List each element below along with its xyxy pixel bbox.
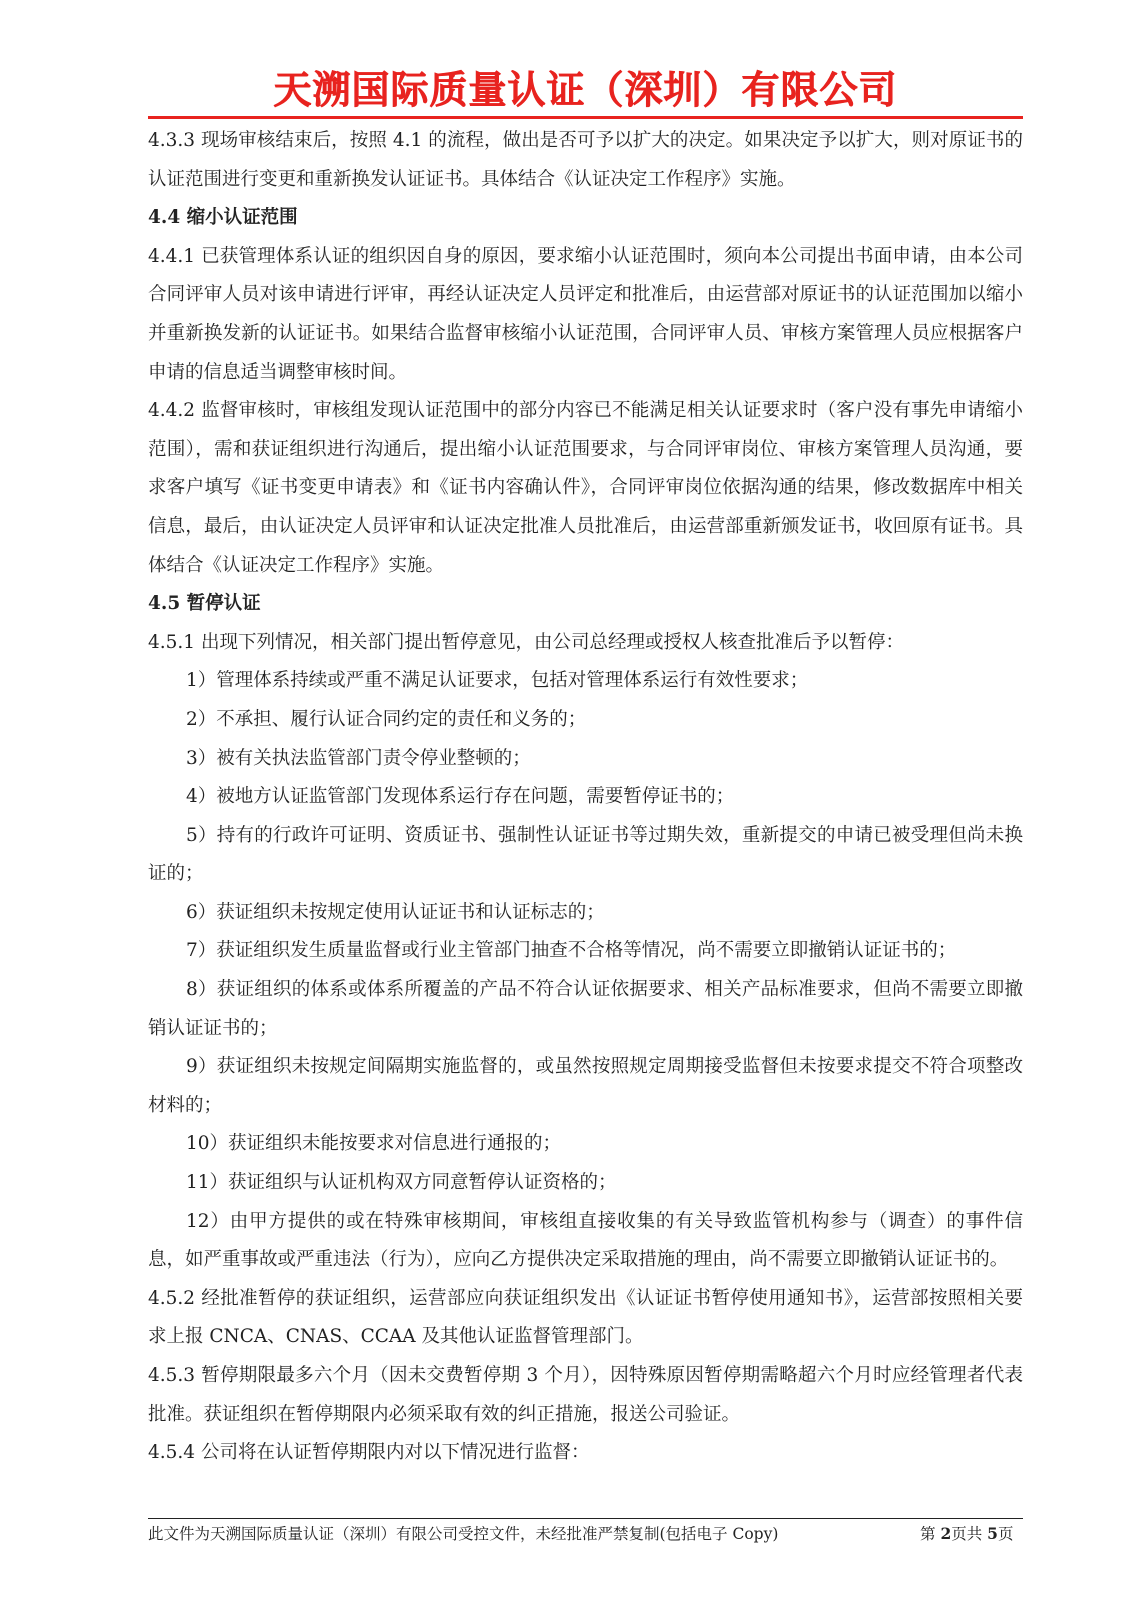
list-item-8: 8）获证组织的体系或体系所覆盖的产品不符合认证依据要求、相关产品标准要求，但尚不需要立即撤销认证证书的； xyxy=(148,979,1023,1039)
section-heading-4-5: 4.5 暂停认证 xyxy=(148,593,261,615)
list-item-4: 4）被地方认证监管部门发现体系运行存在问题，需要暂停证书的； xyxy=(186,786,735,808)
list-item-6: 6）获证组织未按规定使用认证证书和认证标志的； xyxy=(186,901,605,923)
footer-divider xyxy=(148,1518,1023,1519)
list-item-3: 3）被有关执法监管部门责令停业整顿的； xyxy=(186,747,531,769)
section-heading-4-4: 4.4 缩小认证范围 xyxy=(148,207,298,229)
list-item-2: 2）不承担、履行认证合同约定的责任和义务的； xyxy=(186,708,587,730)
list-item-12: 12）由甲方提供的或在特殊审核期间，审核组直接收集的有关导致监管机构参与（调查）的事件信息，如严重事故或严重违法（行为），应向乙方提供决定采取措施的理由，尚不需要立即撤销认证证书的。 xyxy=(148,1210,1023,1271)
page-number xyxy=(920,1522,1014,1546)
clause-4-5-4: 4.5.4 公司将在认证暂停期限内对以下情况进行监督： xyxy=(148,1442,590,1464)
list-item-10: 10）获证组织未能按要求对信息进行通报的； xyxy=(186,1133,562,1155)
clause-4-5-1: 4.5.1 出现下列情况，相关部门提出暂停意见，由公司总经理或授权人核查批准后予以暂停： xyxy=(148,631,904,653)
list-item-5: 5）持有的行政许可证明、资质证书、强制性认证证书等过期失效，重新提交的申请已被受理但尚未换证的； xyxy=(148,824,1023,885)
company-header-title: 天溯国际质量认证（深圳）有限公司 xyxy=(273,68,898,112)
clause-4-5-2: 4.5.2 经批准暂停的获证组织，运营部应向获证组织发出《认证证书暂停使用通知书》，运营部按照相关要求上报 CNCA、CNAS、CCAA 及其他认证监督管理部门。 xyxy=(148,1287,1023,1348)
list-item-7: 7）获证组织发生质量监督或行业主管部门抽查不合格等情况，尚不需要立即撤销认证证书的； xyxy=(186,940,957,962)
footer-control-notice: 此文件为天溯国际质量认证（深圳）有限公司受控文件，未经批准严禁复制(包括电子 Copy) xyxy=(148,1525,779,1543)
page-current: 2 xyxy=(940,1524,952,1543)
list-item-11: 11）获证组织与认证机构双方同意暂停认证资格的； xyxy=(186,1172,617,1194)
list-item-9: 9）获证组织未按规定间隔期实施监督的，或虽然按照规定周期接受监督但未按要求提交不符合项整改材料的； xyxy=(148,1056,1023,1116)
page-total: 5 xyxy=(987,1524,998,1543)
clause-4-5-3: 4.5.3 暂停期限最多六个月（因未交费暂停期 3 个月），因特殊原因暂停期需略超六个月时应经管理者代表批准。获证组织在暂停期限内必须采取有效的纠正措施，报送公司验证。 xyxy=(148,1365,1023,1425)
document-body xyxy=(148,122,1023,1473)
header-divider xyxy=(148,116,1023,119)
page-prefix: 第 xyxy=(920,1525,941,1543)
list-item-1: 1）管理体系持续或严重不满足认证要求，包括对管理体系运行有效性要求； xyxy=(186,670,809,692)
clause-4-4-2: 4.4.2 监督审核时，审核组发现认证范围中的部分内容已不能满足相关认证要求时（客户没有事先申请缩小范围），需和获证组织进行沟通后，提出缩小认证范围要求，与合同评审岗位、审核方案管理人员沟通，要求客户填写《证书变更申请表》和《证书内容确认件》，合同评审岗位依据沟通的结果，修改数据库中相关信息，最后，由认证决定人员评审和认证决定批准人员批准后，由运营部重新颁发证书，收回原有证书。具体结合《认证决定工作程序》实施。 xyxy=(148,400,1023,576)
clause-4-4-1: 4.4.1 已获管理体系认证的组织因自身的原因，要求缩小认证范围时，须向本公司提出书面申请，由本公司合同评审人员对该申请进行评审，再经认证决定人员评定和批准后，由运营部对原证书的认证范围加以缩小并重新换发新的认证证书。如果结合监督审核缩小认证范围，合同评审人员、审核方案管理人员应根据客户申请的信息适当调整审核时间。 xyxy=(148,245,1023,383)
page-middle: 页共 xyxy=(951,1525,988,1543)
page-suffix: 页 xyxy=(997,1525,1014,1543)
clause-4-3-3: 4.3.3 现场审核结束后，按照 4.1 的流程，做出是否可予以扩大的决定。如果决定予以扩大，则对原证书的认证范围进行变更和重新换发认证证书。具体结合《认证决定工作程序》实施。 xyxy=(148,130,1023,190)
